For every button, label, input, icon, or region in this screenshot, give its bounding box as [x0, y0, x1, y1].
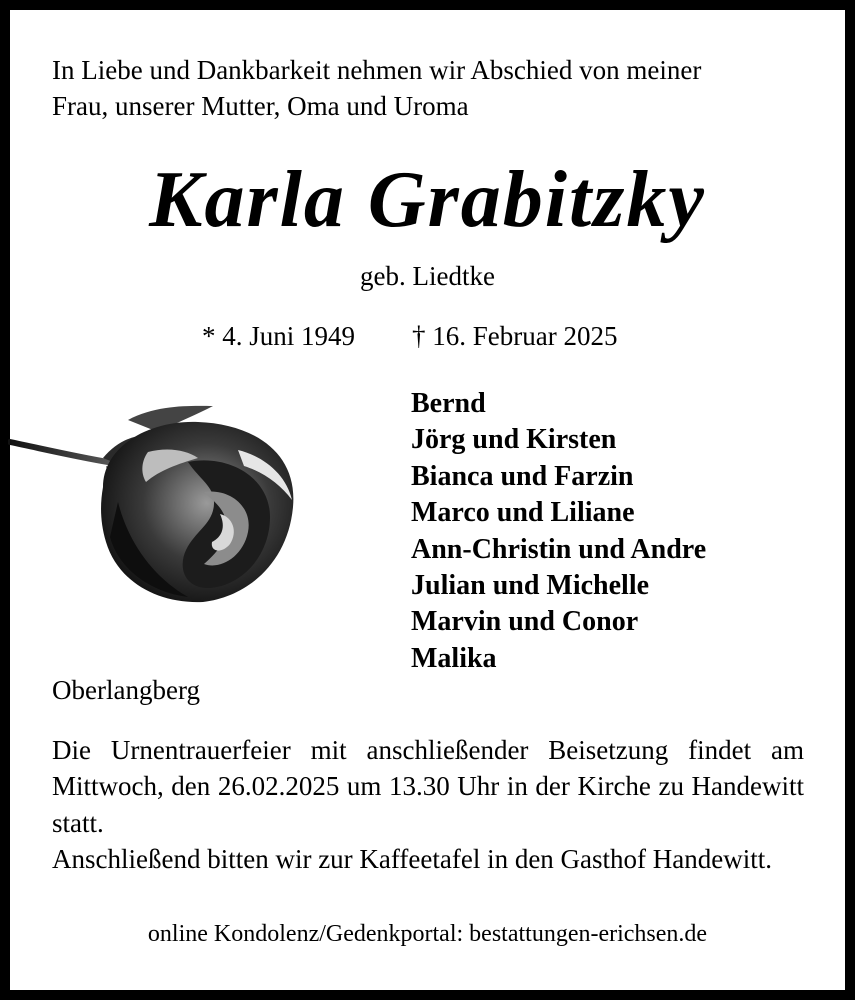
deceased-name: Karla Grabitzky [149, 156, 706, 244]
intro-line-1: In Liebe und Dankbarkeit nehmen wir Abschied von meiner [52, 55, 702, 85]
maiden-name: geb. Liedtke [360, 261, 495, 291]
rose-image [8, 392, 308, 612]
online-condolence: online Kondolenz/Gedenkportal: bestattungen-erichsen.de [147, 921, 708, 947]
notice-paragraph-2: Anschließend bitten wir zur Kaffeetafel in den Gasthof Handewitt. [52, 843, 773, 874]
family-member: Jörg und Kirsten [411, 424, 617, 456]
family-member: Malika [411, 642, 497, 674]
family-member: Marco und Liliane [411, 497, 635, 529]
notice-paragraph-1: Die Urnentrauerfeier mit anschließender Beisetzung findet am Mittwoch, den 26.02.2025 um 13.30 Uhr in der Kirche zu Handewitt statt. [52, 735, 804, 838]
birth-date: * 4. Juni 1949 [202, 321, 356, 351]
family-member: Julian und Michelle [411, 570, 650, 602]
location: Oberlangberg [52, 675, 200, 705]
death-date: † 16. Februar 2025 [412, 321, 618, 351]
family-member: Bernd [411, 388, 486, 419]
intro-line-2: Frau, unserer Mutter, Oma und Uroma [52, 91, 469, 121]
family-member: Marvin und Conor [411, 606, 639, 638]
family-member: Bianca und Farzin [411, 460, 634, 492]
intro-text [52, 52, 822, 124]
family-list [411, 386, 706, 677]
funeral-notice [52, 732, 804, 877]
family-member: Ann-Christin und Andre [411, 533, 707, 565]
